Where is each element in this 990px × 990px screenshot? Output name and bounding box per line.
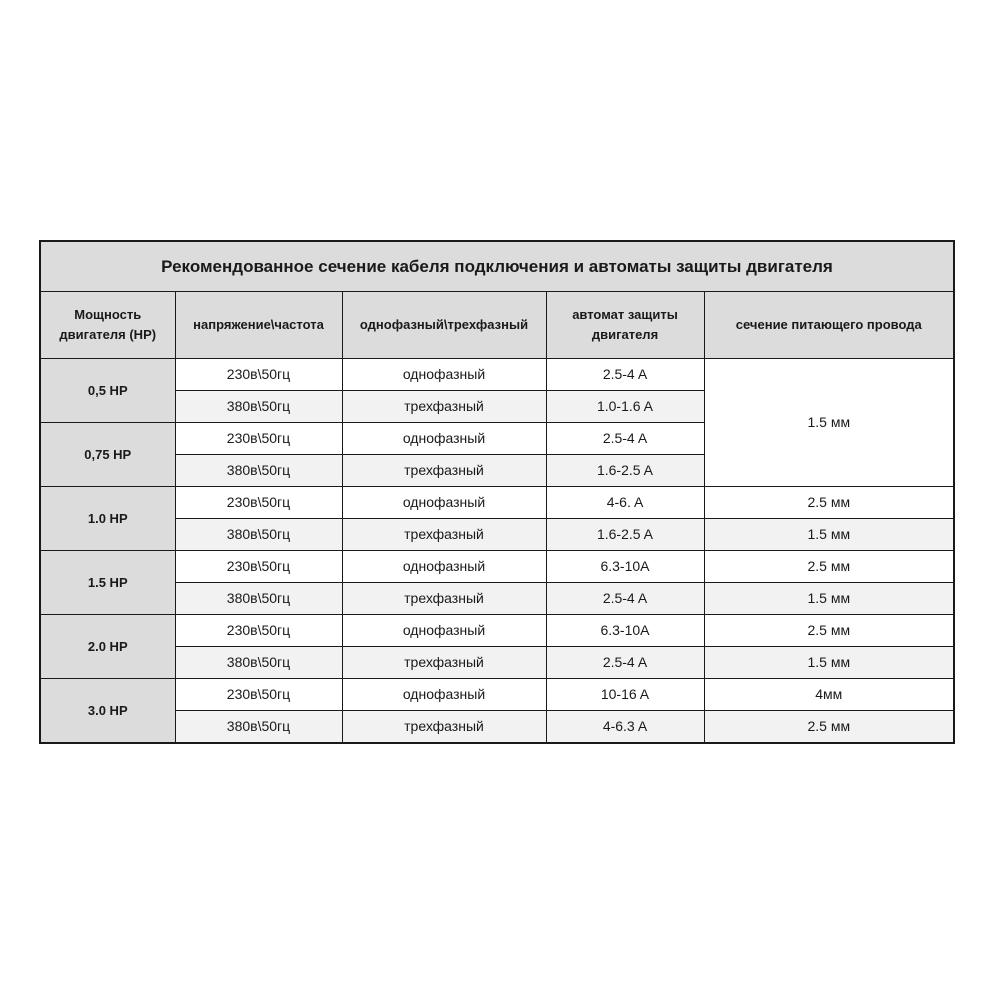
wire-cell: 2.5 мм: [704, 711, 954, 744]
voltage-cell: 380в\50гц: [175, 583, 342, 615]
voltage-cell: 230в\50гц: [175, 359, 342, 391]
phase-cell: однофазный: [342, 423, 546, 455]
power-cell: 1.5 HP: [40, 551, 175, 615]
phase-cell: трехфазный: [342, 711, 546, 744]
breaker-cell: 1.6-2.5 A: [546, 519, 704, 551]
wire-cell: 1.5 мм: [704, 583, 954, 615]
table-row: [40, 551, 954, 583]
phase-cell: однофазный: [342, 359, 546, 391]
voltage-cell: 230в\50гц: [175, 615, 342, 647]
table-row: [40, 583, 954, 615]
phase-cell: трехфазный: [342, 647, 546, 679]
breaker-cell: 10-16 A: [546, 679, 704, 711]
table-row: [40, 647, 954, 679]
wire-cell: 2.5 мм: [704, 615, 954, 647]
breaker-cell: 1.0-1.6 A: [546, 391, 704, 423]
phase-cell: трехфазный: [342, 519, 546, 551]
power-cell: 2.0 HP: [40, 615, 175, 679]
voltage-cell: 230в\50гц: [175, 487, 342, 519]
voltage-cell: 230в\50гц: [175, 551, 342, 583]
wire-cell: 4мм: [704, 679, 954, 711]
header-row: [40, 292, 954, 359]
phase-cell: трехфазный: [342, 391, 546, 423]
voltage-cell: 230в\50гц: [175, 423, 342, 455]
voltage-cell: 380в\50гц: [175, 391, 342, 423]
table-row: [40, 519, 954, 551]
table-row: [40, 711, 954, 744]
phase-cell: однофазный: [342, 615, 546, 647]
header-wire: сечение питающего провода: [704, 292, 954, 359]
cable-table: [39, 240, 955, 744]
table-row: [40, 679, 954, 711]
power-cell: 3.0 HP: [40, 679, 175, 744]
voltage-cell: 380в\50гц: [175, 647, 342, 679]
header-breaker: автомат защиты двигателя: [546, 292, 704, 359]
breaker-cell: 6.3-10A: [546, 615, 704, 647]
voltage-cell: 380в\50гц: [175, 455, 342, 487]
breaker-cell: 2.5-4 A: [546, 423, 704, 455]
wire-cell: 2.5 мм: [704, 551, 954, 583]
voltage-cell: 380в\50гц: [175, 711, 342, 744]
header-phase: однофазный\трехфазный: [342, 292, 546, 359]
breaker-cell: 1.6-2.5 A: [546, 455, 704, 487]
breaker-cell: 6.3-10A: [546, 551, 704, 583]
phase-cell: однофазный: [342, 487, 546, 519]
phase-cell: однофазный: [342, 679, 546, 711]
phase-cell: трехфазный: [342, 583, 546, 615]
wire-cell: 1.5 мм: [704, 647, 954, 679]
breaker-cell: 2.5-4 A: [546, 359, 704, 391]
wire-cell: 2.5 мм: [704, 487, 954, 519]
table-row: [40, 359, 954, 391]
header-voltage: напряжение\частота: [175, 292, 342, 359]
phase-cell: однофазный: [342, 551, 546, 583]
breaker-cell: 4-6.3 A: [546, 711, 704, 744]
table-title: Рекомендованное сечение кабеля подключения и автоматы защиты двигателя: [40, 241, 954, 292]
wire-cell: 1.5 мм: [704, 519, 954, 551]
breaker-cell: 2.5-4 A: [546, 583, 704, 615]
power-cell: 0,5 HP: [40, 359, 175, 423]
wire-cell-merged: 1.5 мм: [704, 359, 954, 487]
breaker-cell: 2.5-4 A: [546, 647, 704, 679]
voltage-cell: 230в\50гц: [175, 679, 342, 711]
table-row: [40, 487, 954, 519]
breaker-cell: 4-6. A: [546, 487, 704, 519]
power-cell: 1.0 HP: [40, 487, 175, 551]
power-cell: 0,75 HP: [40, 423, 175, 487]
header-power: Мощность двигателя (HP): [40, 292, 175, 359]
voltage-cell: 380в\50гц: [175, 519, 342, 551]
phase-cell: трехфазный: [342, 455, 546, 487]
table-row: [40, 615, 954, 647]
